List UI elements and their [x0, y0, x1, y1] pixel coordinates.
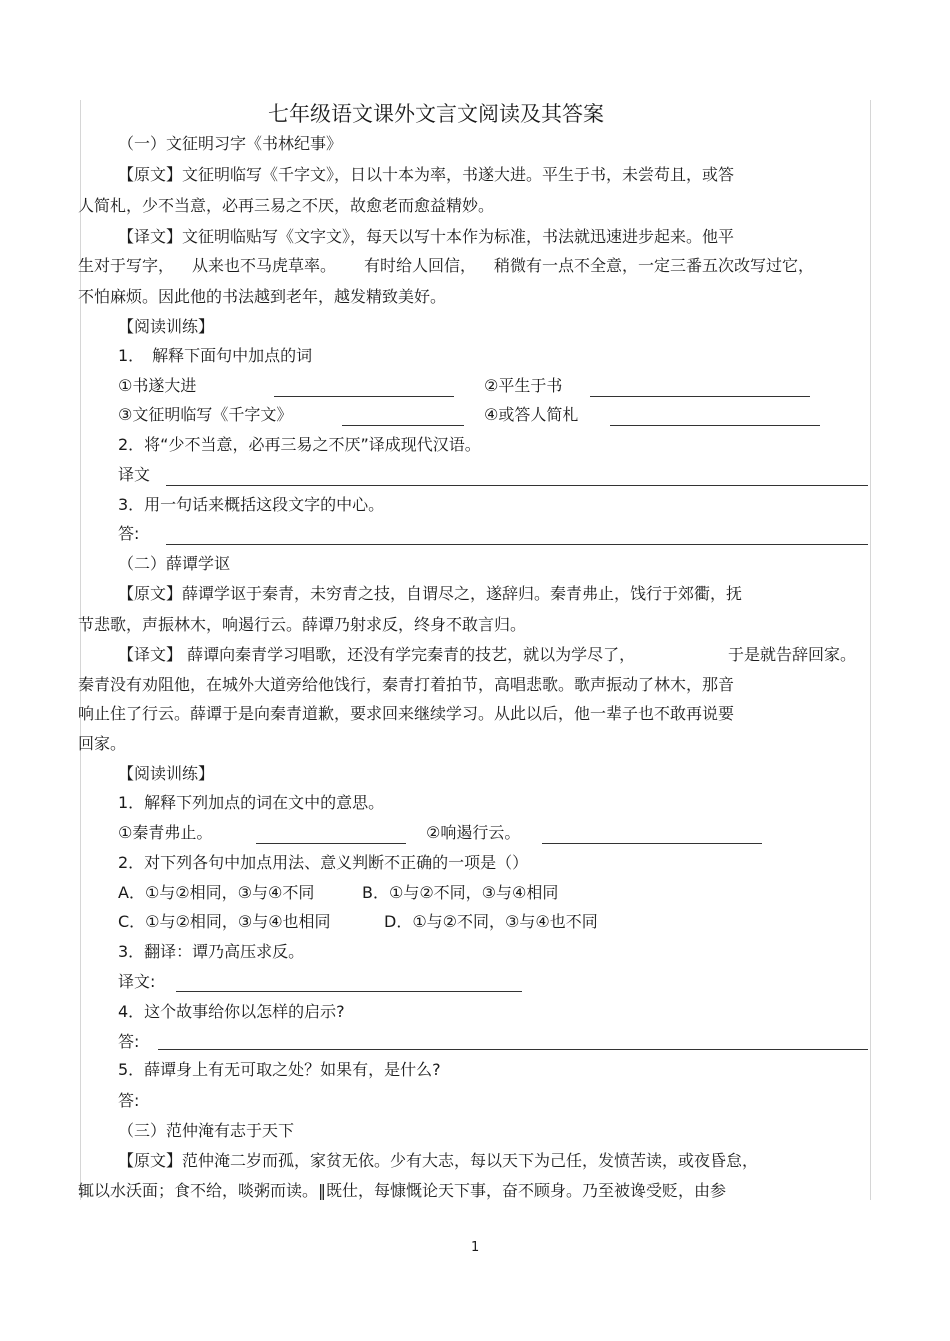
s1-q3-answer-line[interactable] [166, 544, 868, 545]
s1-q2-answer-line[interactable] [166, 485, 868, 486]
s2-q1-answer-line-2[interactable] [542, 843, 762, 844]
s2-q5-label: 答: [118, 1091, 140, 1110]
s1-yuanwen-line-1: 【原文】文征明临写《千字文》，日以十本为率，书遂大进。平生于书，未尝苟且，或答 [118, 165, 735, 184]
s2-question-3: 3．翻译：谭乃高压求反。 [118, 942, 305, 961]
s1-q1-item-3: ③文征明临写《千字文》 [118, 405, 293, 424]
page-title: 七年级语文课外文言文阅读及其答案 [268, 102, 604, 126]
s2-q3-answer-line[interactable] [176, 991, 522, 992]
s1-q1-answer-line-1[interactable] [274, 396, 454, 397]
section-2-heading: （二）薛谭学讴 [118, 554, 231, 573]
s2-q2-option-d: D．①与②不同，③与④也不同 [384, 912, 598, 931]
s1-yiwen-line-2c: 有时给人回信， [364, 256, 477, 275]
s1-yuanwen-line-2: 人简札，少不当意，必再三易之不厌，故愈老而愈益精妙。 [78, 196, 495, 215]
s2-yiwen-line-4: 回家。 [78, 734, 127, 753]
s2-question-4: 4．这个故事给你以怎样的启示? [118, 1002, 345, 1021]
s3-yuanwen-line-1: 【原文】范仲淹二岁而孤，家贫无依。少有大志，每以天下为己任，发愤苦读，或夜昏怠， [118, 1151, 759, 1170]
s2-yiwen-line-2: 秦青没有劝阻他，在城外大道旁给他饯行，秦青打着拍节，高唱悲歌。歌声振动了林木，那音 [78, 675, 735, 694]
s2-q2-option-c: C．①与②相同，③与④也相同 [118, 912, 331, 931]
s1-yiwen-line-3: 不怕麻烦。因此他的书法越到老年，越发精致美好。 [78, 287, 447, 306]
s2-question-1: 1．解释下列加点的词在文中的意思。 [118, 793, 385, 812]
s2-q4-answer-line[interactable] [158, 1049, 868, 1050]
s2-q4-label: 答: [118, 1032, 140, 1051]
s1-q2-label: 译文 [118, 465, 151, 484]
s1-q3-label: 答: [118, 524, 140, 543]
s1-q1-answer-line-4[interactable] [610, 425, 820, 426]
s1-question-1: 1． 解释下面句中加点的词 [118, 346, 313, 365]
s2-q2-option-a: A．①与②相同，③与④不同 [118, 883, 315, 902]
s1-q1-answer-line-3[interactable] [342, 425, 464, 426]
s1-yiwen-line-1: 【译文】文征明临贴写《文字文》，每天以写十本作为标准，书法就迅速进步起来。他平 [118, 227, 735, 246]
s1-q1-item-2: ②平生于书 [484, 376, 563, 395]
s1-yiwen-line-2a: 生对于写字， [78, 256, 175, 275]
s1-yiwen-line-2d: 稍微有一点不全意，一定三番五次改写过它， [494, 256, 815, 275]
page-number: 1 [471, 1240, 480, 1255]
s2-yiwen-line-1a: 【译文】 薛谭向秦青学习唱歌，还没有学完秦青的技艺，就以为学尽了， [118, 645, 636, 664]
s1-q1-item-1: ①书遂大进 [118, 376, 197, 395]
s2-question-2: 2．对下列各句中加点用法、意义判断不正确的一项是（） [118, 853, 529, 872]
section-1-heading: （一）文征明习字《书林纪事》 [118, 134, 343, 153]
s1-question-2: 2．将“少不当意，必再三易之不厌”译成现代汉语。 [118, 435, 481, 454]
right-border-line [870, 100, 871, 1200]
s2-q1-item-1: ①秦青弗止。 [118, 823, 213, 842]
s1-q1-answer-line-2[interactable] [590, 396, 810, 397]
s2-yiwen-line-1b: 于是就告辞回家。 [728, 645, 857, 664]
s2-q3-label: 译文: [118, 972, 156, 991]
section-3-heading: （三）范仲淹有志于天下 [118, 1121, 295, 1140]
s1-q1-item-4: ④或答人简札 [484, 405, 579, 424]
s1-question-3: 3．用一句话来概括这段文字的中心。 [118, 495, 385, 514]
s2-yiwen-line-3: 响止住了行云。薛谭于是向秦青道歉，要求回来继续学习。从此以后，他一辈子也不敢再说要 [78, 704, 735, 723]
s1-yiwen-line-2b: 从来也不马虎草率。 [192, 256, 337, 275]
s2-q1-answer-line-1[interactable] [256, 843, 406, 844]
s2-yuanwen-line-1: 【原文】薛谭学讴于秦青，未穷青之技，自谓尽之，遂辞归。秦青弗止，饯行于郊衢，抚 [118, 584, 743, 603]
s3-yuanwen-line-2: 辄以水沃面；食不给，啖粥而读。‖既仕，每慷慨论天下事，奋不顾身。乃至被谗受贬，由参 [78, 1181, 727, 1200]
s2-yuanwen-line-2: 节悲歌，声振林木，响遏行云。薛谭乃射求反，终身不敢言归。 [78, 615, 527, 634]
s2-training-label: 【阅读训练】 [118, 764, 215, 783]
s1-training-label: 【阅读训练】 [118, 317, 215, 336]
s2-q2-option-b: B．①与②不同，③与④相同 [362, 883, 559, 902]
s2-question-5: 5．薛谭身上有无可取之处？如果有，是什么? [118, 1060, 441, 1079]
s2-q1-item-2: ②响遏行云。 [426, 823, 521, 842]
